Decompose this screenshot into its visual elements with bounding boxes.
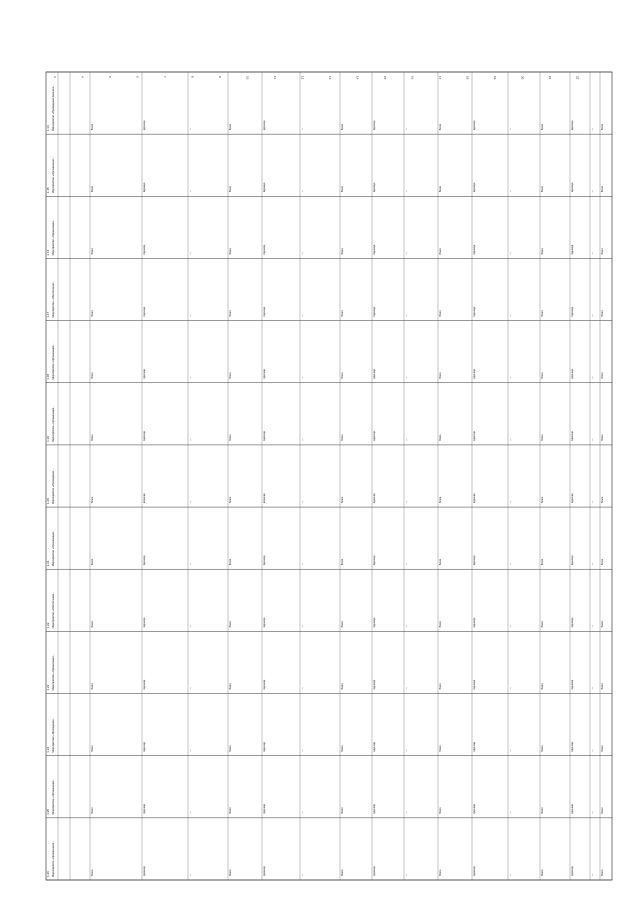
- cell-value: Единица: [373, 493, 376, 504]
- margin-mark: ·: [36, 457, 37, 461]
- cell-value: —: [591, 376, 594, 379]
- header-cell: 11: [273, 76, 277, 80]
- cell-value: Всего: [229, 248, 232, 255]
- cell-value: Всего: [229, 496, 232, 504]
- cell-value: Всего: [439, 372, 442, 379]
- cell-value: Всего: [91, 683, 94, 690]
- cell-value: Всего: [91, 310, 94, 317]
- row-number: 1.14: [46, 125, 50, 132]
- row-description: Мероприятие «Организация...: [52, 219, 55, 256]
- cell-value: —: [189, 252, 192, 255]
- cell-value: Единица: [263, 182, 266, 193]
- cell-value: —: [301, 438, 304, 441]
- cell-value: Единица: [143, 866, 146, 876]
- row-number: 1.16: [46, 249, 50, 256]
- cell-value: —: [301, 314, 304, 317]
- cell-value: Всего: [601, 807, 604, 814]
- cell-value: Всего: [341, 248, 344, 255]
- cell-value: Единица: [571, 679, 574, 690]
- cell-value: —: [189, 314, 192, 317]
- cell-value: Всего: [341, 558, 344, 566]
- cell-value: Всего: [341, 745, 344, 752]
- cell-value: Единица: [473, 431, 476, 441]
- cell-value: Всего: [229, 372, 232, 379]
- cell-value: Единица: [373, 742, 376, 752]
- cell-value: Единица: [263, 866, 266, 876]
- cell-value: —: [405, 252, 408, 255]
- cell-value: Единица: [373, 679, 376, 690]
- cell-value: Всего: [341, 123, 344, 131]
- cell-value: —: [405, 873, 408, 876]
- cell-value: Всего: [91, 621, 94, 628]
- cell-value: Единица: [571, 804, 574, 814]
- cell-value: Единица: [143, 306, 146, 317]
- cell-value: Единица: [143, 679, 146, 690]
- cell-value: Всего: [601, 186, 604, 193]
- cell-value: Единица: [473, 866, 476, 876]
- cell-value: —: [405, 500, 408, 504]
- cell-value: —: [509, 562, 512, 566]
- cell-value: Единица: [571, 182, 574, 193]
- cell-value: Всего: [541, 372, 544, 379]
- cell-value: Единица: [473, 369, 476, 379]
- cell-value: Всего: [341, 310, 344, 317]
- cell-value: —: [509, 127, 512, 131]
- cell-value: Всего: [601, 434, 604, 441]
- cell-value: Единица: [263, 306, 266, 317]
- cell-value: Всего: [229, 621, 232, 628]
- cell-value: —: [189, 189, 192, 193]
- row-description: Мероприятие «Проведение...: [52, 717, 55, 753]
- cell-value: Единица: [143, 742, 146, 752]
- row-number: 1.18: [46, 373, 50, 380]
- cell-value: Единица: [571, 306, 574, 317]
- cell-value: Единица: [473, 306, 476, 317]
- row-description: Мероприятие «Обеспечение...: [52, 280, 55, 318]
- cell-value: Единица: [373, 866, 376, 876]
- cell-value: Всего: [601, 123, 604, 131]
- cell-value: Всего: [601, 869, 604, 876]
- cell-value: Единица: [473, 182, 476, 193]
- cell-value: —: [591, 438, 594, 441]
- cell-value: Всего: [229, 186, 232, 193]
- cell-value: Единица: [263, 244, 266, 255]
- cell-value: —: [591, 687, 594, 690]
- cell-value: —: [509, 625, 512, 628]
- cell-value: Всего: [229, 434, 232, 441]
- cell-value: Единица: [263, 555, 266, 566]
- cell-value: Единица: [571, 555, 574, 566]
- cell-value: Всего: [341, 496, 344, 504]
- header-cell: 19: [493, 76, 497, 80]
- cell-value: —: [591, 873, 594, 876]
- cell-value: —: [405, 625, 408, 628]
- cell-value: Единица: [571, 493, 574, 504]
- cell-value: Единица: [473, 493, 476, 504]
- cell-value: Всего: [341, 434, 344, 441]
- cell-value: Всего: [541, 621, 544, 628]
- row-number: 1.25: [46, 808, 50, 815]
- cell-value: —: [509, 687, 512, 690]
- cell-value: —: [591, 500, 594, 504]
- cell-value: —: [509, 873, 512, 876]
- cell-value: Всего: [439, 807, 442, 814]
- row-number: 1.24: [46, 746, 50, 753]
- cell-value: —: [301, 500, 304, 504]
- cell-value: —: [301, 562, 304, 566]
- cell-value: Единица: [143, 182, 146, 193]
- cell-value: Всего: [229, 869, 232, 876]
- cell-value: Всего: [601, 683, 604, 690]
- cell-value: —: [591, 252, 594, 255]
- header-cell: 4: [80, 76, 85, 78]
- cell-value: —: [301, 625, 304, 628]
- cell-value: Всего: [341, 807, 344, 814]
- cell-value: —: [591, 127, 594, 131]
- cell-value: —: [405, 749, 408, 752]
- cell-value: —: [509, 376, 512, 379]
- cell-value: Единица: [473, 804, 476, 814]
- cell-value: Единица: [473, 244, 476, 255]
- row-number: 1.23: [46, 684, 50, 691]
- cell-value: Всего: [91, 558, 94, 566]
- cell-value: Всего: [541, 186, 544, 193]
- row-description: Мероприятие «Организация...: [52, 840, 55, 877]
- cell-value: Всего: [601, 745, 604, 752]
- cell-value: Всего: [91, 434, 94, 441]
- cell-value: —: [591, 749, 594, 752]
- cell-value: Всего: [229, 310, 232, 317]
- header-cell: 9: [218, 76, 222, 78]
- cell-value: Всего: [439, 869, 442, 876]
- cell-value: Всего: [229, 558, 232, 566]
- cell-value: —: [189, 438, 192, 441]
- header-cell: 8: [190, 76, 195, 78]
- cell-value: Единица: [143, 617, 146, 628]
- cell-value: Единица: [373, 555, 376, 566]
- cell-value: Всего: [91, 248, 94, 255]
- cell-value: Единица: [373, 306, 376, 317]
- cell-value: Единица: [143, 431, 146, 441]
- cell-value: Единица: [263, 369, 266, 379]
- row-description: Мероприятие «Организация...: [52, 405, 55, 442]
- cell-value: —: [301, 687, 304, 690]
- cell-value: Единица: [373, 244, 376, 255]
- cell-value: Всего: [91, 123, 94, 131]
- cell-value: Всего: [229, 807, 232, 814]
- cell-value: Всего: [439, 123, 442, 131]
- cell-value: Всего: [229, 683, 232, 690]
- cell-value: Единица: [373, 369, 376, 379]
- header-cell: 20: [520, 76, 525, 80]
- row-description: Мероприятие «Организация...: [52, 778, 55, 815]
- cell-value: Всего: [439, 186, 442, 193]
- cell-value: Единица: [143, 369, 146, 379]
- top-mark: ·: [452, 25, 453, 29]
- cell-value: —: [301, 811, 304, 814]
- row-description: Мероприятие «Организация...: [52, 343, 55, 380]
- cell-value: Всего: [541, 683, 544, 690]
- header-cell: 18: [465, 76, 470, 80]
- cell-value: —: [509, 500, 512, 504]
- cell-value: Всего: [541, 807, 544, 814]
- header-cell: 17: [438, 76, 442, 80]
- cell-value: Всего: [91, 745, 94, 752]
- cell-value: Единица: [263, 679, 266, 690]
- cell-value: Всего: [541, 310, 544, 317]
- cell-value: Всего: [541, 745, 544, 752]
- cell-value: Единица: [143, 244, 146, 255]
- cell-value: Единица: [143, 493, 146, 504]
- header-cell: 5: [108, 76, 112, 78]
- cell-value: Единица: [571, 369, 574, 379]
- cell-value: Всего: [541, 248, 544, 255]
- cell-value: Всего: [91, 807, 94, 814]
- cell-value: —: [189, 687, 192, 690]
- cell-value: —: [301, 873, 304, 876]
- cell-value: Всего: [341, 372, 344, 379]
- cell-value: Всего: [341, 186, 344, 193]
- cell-value: Единица: [263, 431, 266, 441]
- cell-value: Единица: [373, 431, 376, 441]
- cell-value: Всего: [541, 496, 544, 504]
- cell-value: Единица: [571, 244, 574, 255]
- cell-value: Всего: [341, 869, 344, 876]
- header-cell: 14: [355, 76, 360, 80]
- cell-value: —: [405, 314, 408, 317]
- cell-value: Всего: [341, 683, 344, 690]
- cell-value: —: [509, 749, 512, 752]
- cell-value: Всего: [541, 558, 544, 566]
- cell-value: —: [405, 438, 408, 441]
- cell-value: —: [591, 811, 594, 814]
- row-number: 1.17: [46, 311, 50, 318]
- cell-value: Единица: [373, 120, 376, 131]
- cell-value: —: [591, 562, 594, 566]
- cell-value: Всего: [439, 683, 442, 690]
- cell-value: Всего: [439, 745, 442, 752]
- row-number: 1.26: [46, 871, 50, 877]
- cell-value: Всего: [439, 434, 442, 441]
- cell-value: Всего: [91, 372, 94, 379]
- cell-value: —: [405, 189, 408, 193]
- cell-value: —: [405, 811, 408, 814]
- cell-value: —: [301, 127, 304, 131]
- cell-value: Единица: [263, 617, 266, 628]
- cell-value: Всего: [601, 248, 604, 255]
- cell-value: Единица: [143, 804, 146, 814]
- row-number: 1.21: [46, 560, 50, 567]
- header-cell: 16: [410, 76, 415, 80]
- cell-value: Единица: [263, 493, 266, 504]
- cell-value: —: [189, 127, 192, 131]
- cell-value: —: [509, 252, 512, 255]
- cell-value: Всего: [229, 745, 232, 752]
- header-cell: 15: [383, 76, 387, 80]
- cell-value: Всего: [439, 496, 442, 504]
- cell-value: —: [405, 687, 408, 690]
- cell-value: Всего: [439, 558, 442, 566]
- row-description: Мероприятие «Обеспечение...: [52, 591, 55, 629]
- cell-value: Единица: [473, 120, 476, 131]
- header-cell: 7: [163, 76, 167, 78]
- cell-value: Всего: [439, 621, 442, 628]
- cell-value: Единица: [373, 182, 376, 193]
- cell-value: Всего: [601, 621, 604, 628]
- cell-value: Всего: [541, 123, 544, 131]
- cell-value: Единица: [571, 120, 574, 131]
- cell-value: —: [591, 314, 594, 317]
- cell-value: —: [189, 811, 192, 814]
- cell-value: —: [405, 376, 408, 379]
- cell-value: Всего: [601, 558, 604, 566]
- cell-value: —: [509, 811, 512, 814]
- cell-value: Всего: [601, 496, 604, 504]
- cell-value: Единица: [571, 431, 574, 441]
- row-number: 1.20: [46, 498, 50, 505]
- cell-value: Единица: [571, 742, 574, 752]
- cell-value: —: [189, 749, 192, 752]
- cell-value: Единица: [373, 804, 376, 814]
- cell-value: Всего: [91, 186, 94, 193]
- cell-value: Всего: [601, 310, 604, 317]
- row-number: 1.19: [46, 436, 50, 442]
- cell-value: Единица: [263, 804, 266, 814]
- cell-value: —: [301, 252, 304, 255]
- cell-value: —: [189, 873, 192, 876]
- cell-value: —: [405, 127, 408, 131]
- row-description: Мероприятие «Организация...: [52, 157, 55, 194]
- cell-value: Единица: [263, 120, 266, 131]
- row-description: Мероприятие «Организация...: [52, 654, 55, 691]
- cell-value: —: [189, 625, 192, 628]
- cell-value: Единица: [473, 555, 476, 566]
- header-cell: 21: [548, 76, 552, 80]
- cell-value: Всего: [601, 372, 604, 379]
- cell-value: Единица: [143, 555, 146, 566]
- cell-value: Единица: [571, 866, 574, 876]
- cell-value: —: [405, 562, 408, 566]
- cell-value: Единица: [263, 742, 266, 752]
- cell-value: Всего: [91, 496, 94, 504]
- header-cell: 12: [300, 76, 305, 80]
- cell-value: —: [189, 562, 192, 566]
- cell-value: Единица: [473, 679, 476, 690]
- cell-value: Всего: [541, 434, 544, 441]
- cell-value: —: [591, 189, 594, 193]
- cell-value: —: [509, 314, 512, 317]
- header-cell: 10: [245, 76, 250, 80]
- cell-value: Всего: [229, 123, 232, 131]
- cell-value: Единица: [143, 120, 146, 131]
- header-cell: 3: [53, 76, 57, 78]
- cell-value: —: [301, 376, 304, 379]
- cell-value: Всего: [439, 248, 442, 255]
- cell-value: —: [509, 189, 512, 193]
- cell-value: Единица: [571, 617, 574, 628]
- cell-value: Единица: [473, 742, 476, 752]
- cell-value: —: [591, 625, 594, 628]
- header-cell: 13: [328, 76, 332, 80]
- row-description: Мероприятие «Проведение...: [52, 468, 55, 505]
- cell-value: —: [301, 749, 304, 752]
- cell-value: Единица: [473, 617, 476, 628]
- cell-value: —: [301, 189, 304, 193]
- cell-value: Единица: [373, 617, 376, 628]
- header-cell: 22: [575, 76, 580, 80]
- header-cell: 6: [135, 76, 140, 78]
- cell-value: —: [189, 500, 192, 504]
- row-number: 1.22: [46, 622, 50, 629]
- cell-value: —: [189, 376, 192, 379]
- cell-value: Всего: [541, 869, 544, 876]
- row-description: Мероприятие «Организация...: [52, 529, 55, 567]
- row-description: Мероприятие «Проведение ремонта...: [52, 84, 55, 132]
- cell-value: Всего: [341, 621, 344, 628]
- cell-value: Всего: [91, 869, 94, 876]
- cell-value: —: [509, 438, 512, 441]
- row-number: 1.15: [46, 187, 50, 194]
- cell-value: Всего: [439, 310, 442, 317]
